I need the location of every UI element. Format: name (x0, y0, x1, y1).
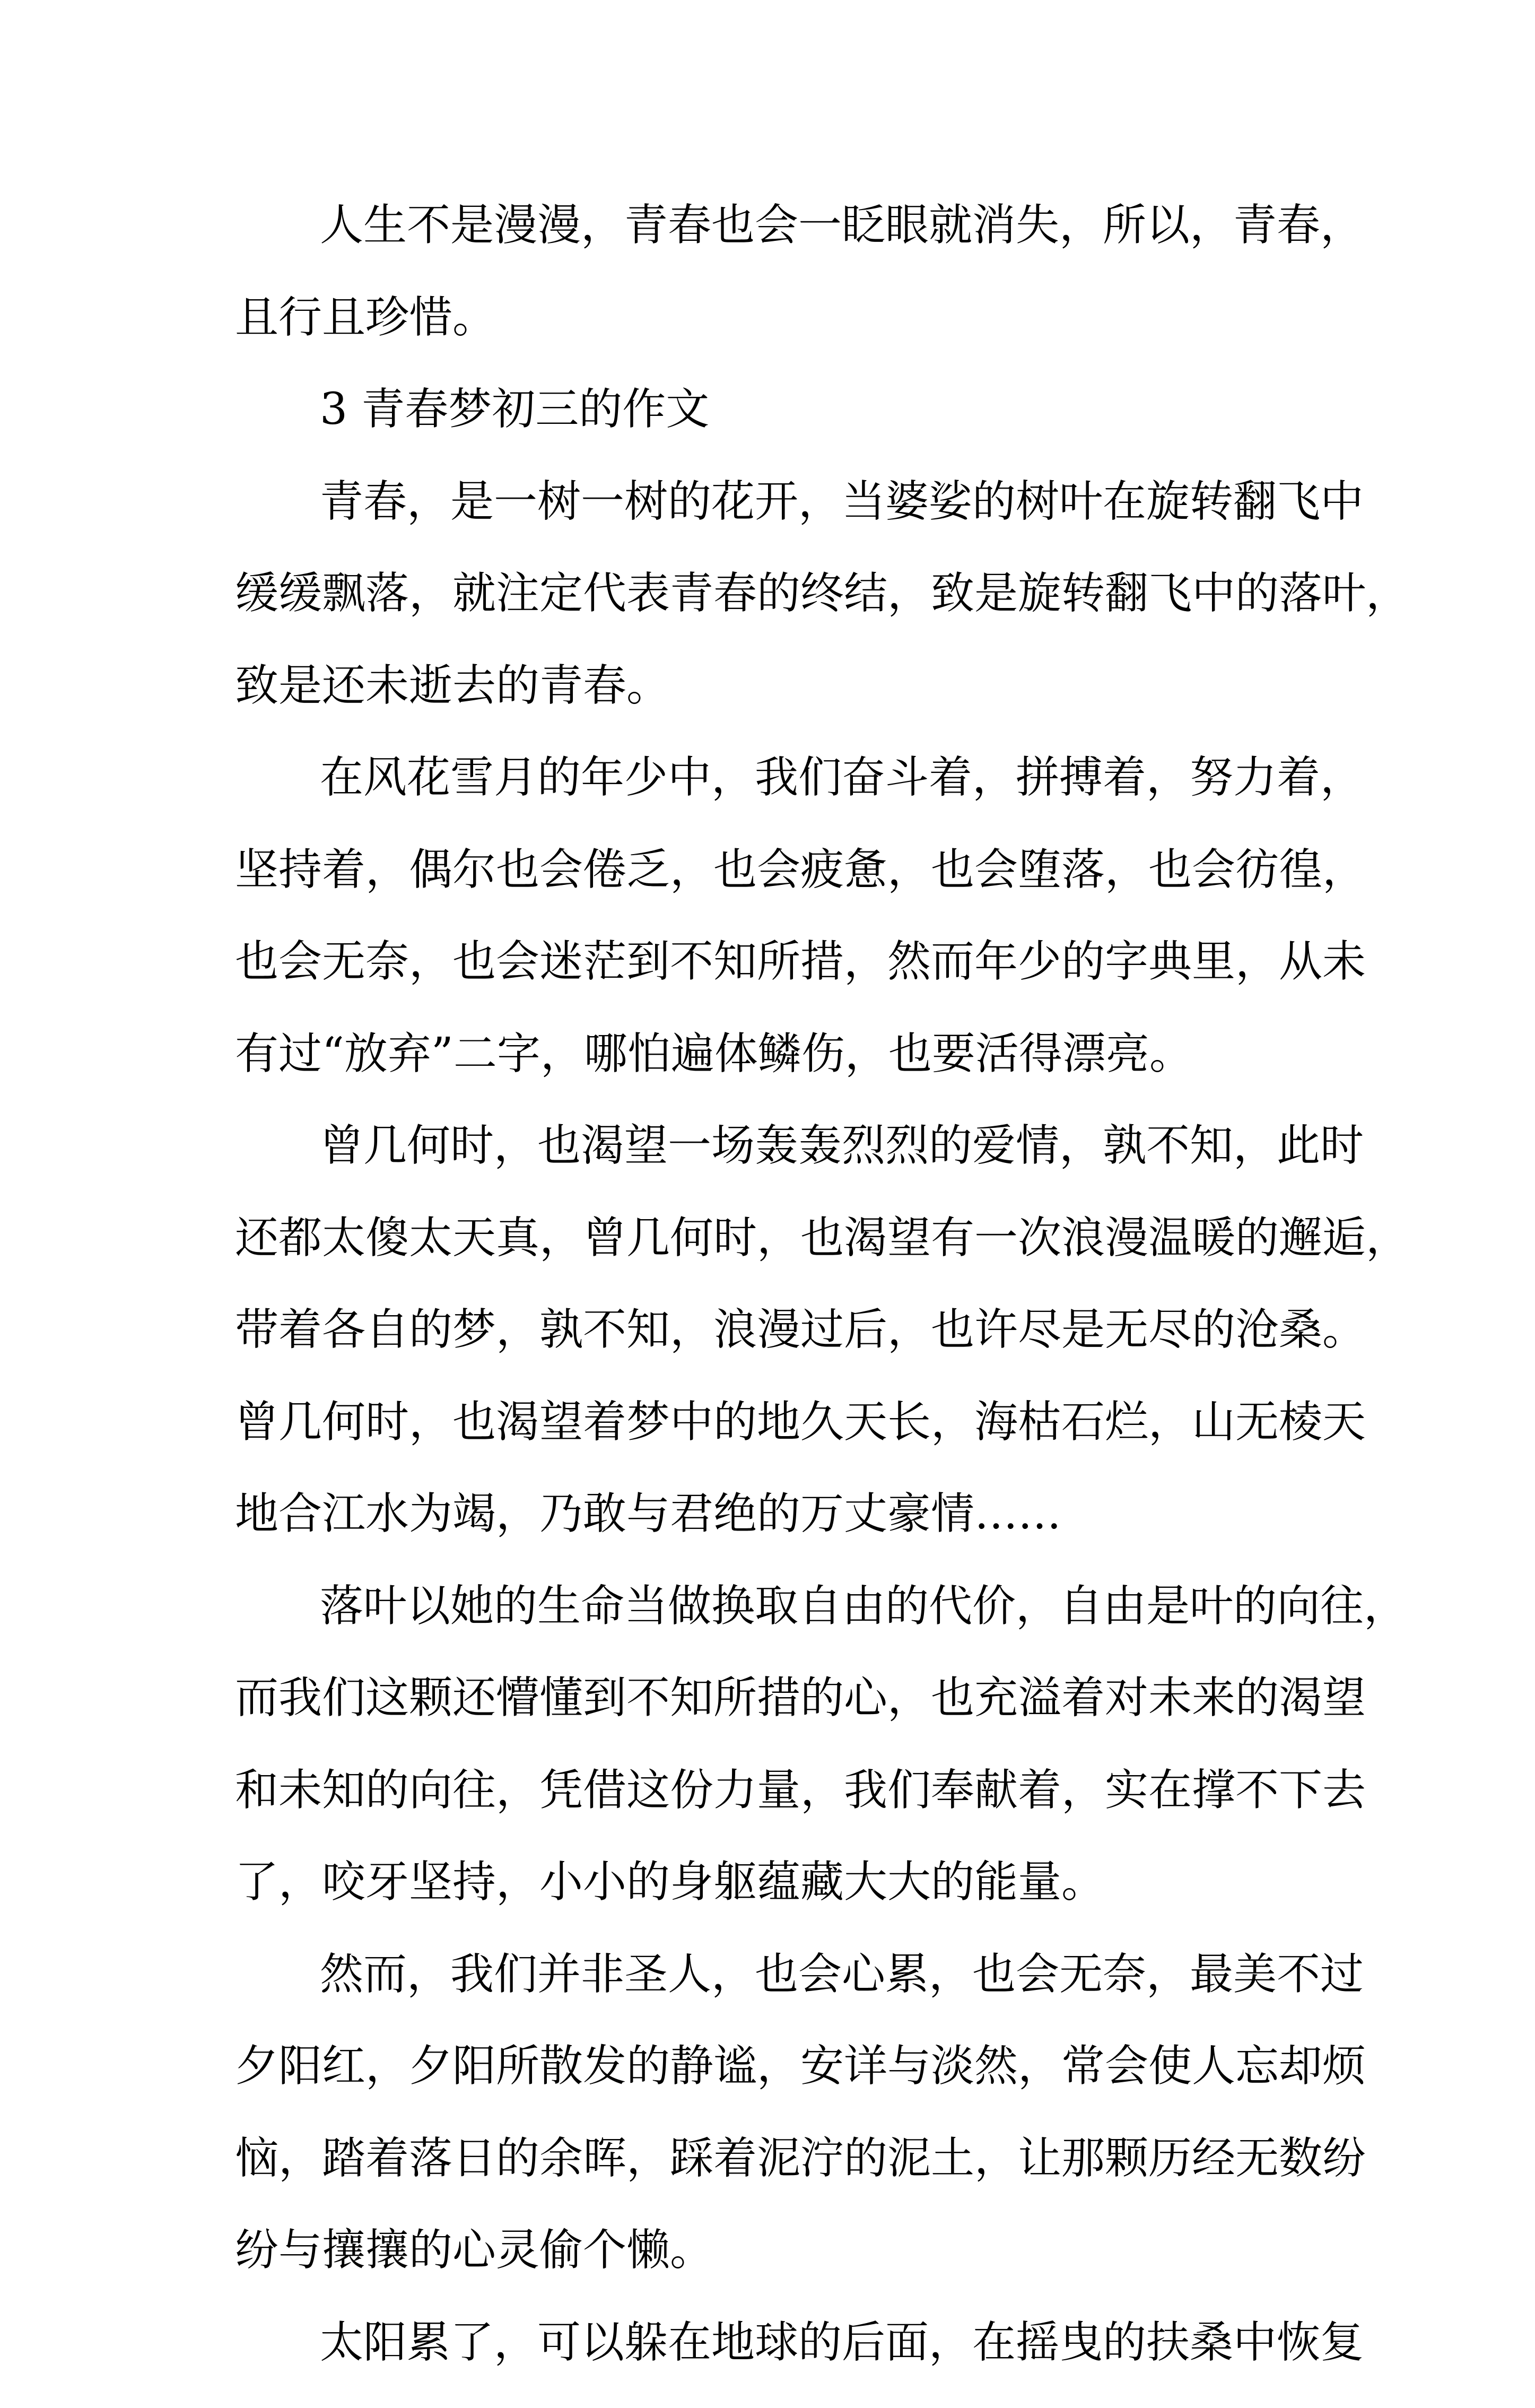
paragraph-line: 然而，我们并非圣人，也会心累，也会无奈，最美不过 (235, 1948, 1304, 2040)
paragraph-line: 缓缓飘落，就注定代表青春的终结，致是旋转翻飞中的落叶， (235, 567, 1304, 659)
paragraph-line: 也会无奈，也会迷茫到不知所措，然而年少的字典里，从未 (235, 935, 1304, 1028)
document-body (235, 199, 1304, 2408)
paragraph-line: 曾几何时，也渴望一场轰轰烈烈的爱情，孰不知，此时 (235, 1119, 1304, 1212)
paragraph-line: 曾几何时，也渴望着梦中的地久天长，海枯石烂，山无棱天 (235, 1396, 1304, 1488)
paragraph-line: 落叶以她的生命当做换取自由的代价，自由是叶的向往， (235, 1580, 1304, 1672)
paragraph-line: 致是还未逝去的青春。 (235, 659, 1304, 752)
paragraph-line: 且行且珍惜。 (235, 291, 1304, 384)
paragraph-line: 和未知的向往，凭借这份力量，我们奉献着，实在撑不下去 (235, 1764, 1304, 1856)
paragraph-line: 带着各自的梦，孰不知，浪漫过后，也许尽是无尽的沧桑。 (235, 1303, 1304, 1396)
paragraph-line: 了，咬牙坚持，小小的身躯蕴藏大大的能量。 (235, 1856, 1304, 1948)
paragraph-line: 恼，踏着落日的余晖，踩着泥泞的泥土，让那颗历经无数纷 (235, 2132, 1304, 2224)
paragraph-line: 夕阳红，夕阳所散发的静谧，安详与淡然，常会使人忘却烦 (235, 2040, 1304, 2132)
paragraph-line: 人生不是漫漫，青春也会一眨眼就消失，所以，青春， (235, 199, 1304, 291)
paragraph-line: 青春，是一树一树的花开，当婆娑的树叶在旋转翻飞中 (235, 475, 1304, 568)
paragraph-line: 坚持着，偶尔也会倦乏，也会疲惫，也会堕落，也会彷徨， (235, 844, 1304, 936)
paragraph-line: 地合江水为竭，乃敢与君绝的万丈豪情…… (235, 1488, 1304, 1580)
paragraph-line: 而我们这颗还懵懂到不知所措的心，也充溢着对未来的渴望 (235, 1672, 1304, 1764)
paragraph-line: 太阳累了，可以躲在地球的后面，在摇曳的扶桑中恢复 (235, 2316, 1304, 2408)
paragraph-line: 有过“放弃”二字，哪怕遍体鳞伤，也要活得漂亮。 (235, 1028, 1304, 1120)
section-heading: 3 青春梦初三的作文 (235, 383, 1304, 475)
paragraph-line: 纷与攘攘的心灵偷个懒。 (235, 2224, 1304, 2316)
paragraph-line: 在风花雪月的年少中，我们奋斗着，拼搏着，努力着， (235, 751, 1304, 844)
paragraph-line: 还都太傻太天真，曾几何时，也渴望有一次浪漫温暖的邂逅， (235, 1212, 1304, 1304)
